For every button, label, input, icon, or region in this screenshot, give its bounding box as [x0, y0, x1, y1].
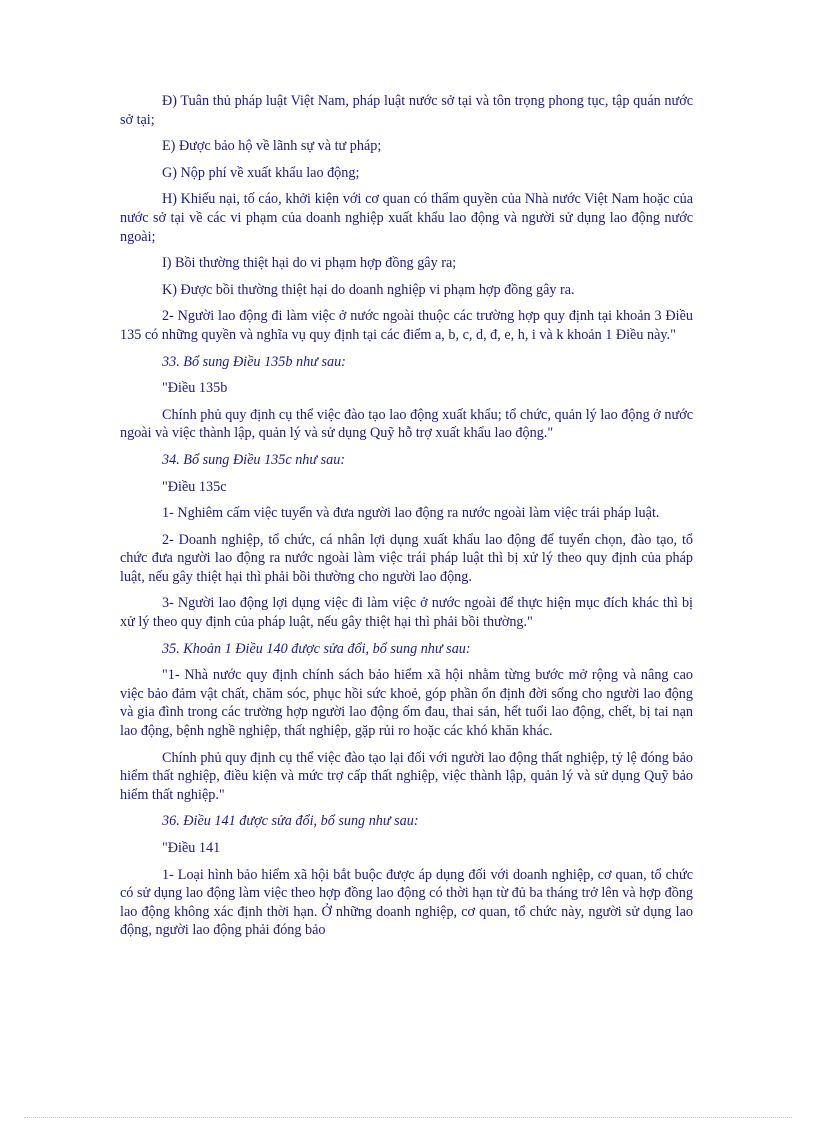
- page-bottom-rule: [24, 1117, 792, 1118]
- paragraph: E) Được bảo hộ về lãnh sự và tư pháp;: [162, 138, 382, 155]
- paragraph: 2- Doanh nghiệp, tổ chức, cá nhân lợi dụng xuất khẩu lao động để tuyển chọn, đào tạo, tổ chức đưa người lao động ra nước ngoài làm việc trái pháp luật thì bị xử lý theo quy định của pháp luật, nếu gây thiệt hại thì phải bồi thường cho người lao động.: [120, 531, 693, 585]
- paragraph: Chính phủ quy định cụ thể việc đào tạo lại đối với người lao động thất nghiệp, tỷ lệ đóng bảo hiểm thất nghiệp, điều kiện và mức trợ cấp thất nghiệp, việc thành lập, quản lý và sử dụng Quỹ bảo hiểm thất nghiệp.": [120, 749, 693, 803]
- paragraph: I) Bồi thường thiệt hại do vi phạm hợp đồng gây ra;: [162, 255, 457, 272]
- paragraph: Đ) Tuân thủ pháp luật Việt Nam, pháp luật nước sở tại và tôn trọng phong tục, tập quán nước sở tại;: [120, 93, 693, 128]
- article-title: "Điều 135b: [162, 380, 228, 397]
- article-title: "Điều 135c: [162, 478, 227, 495]
- paragraph: 1- Loại hình bảo hiểm xã hội bắt buộc được áp dụng đối với doanh nghiệp, cơ quan, tổ chức có sử dụng lao động làm việc theo hợp đồng lao động có thời hạn từ đủ ba tháng trở lên và hợp đồng lao động không xác định thời hạn. Ở những doanh nghiệp, cơ quan, tổ chức này, người sử dụng lao động, người lao động phải đóng bảo: [120, 866, 693, 939]
- paragraph: Chính phủ quy định cụ thể việc đào tạo lao động xuất khẩu; tổ chức, quản lý lao động ở nước ngoài và việc thành lập, quản lý và sử dụng Quỹ hỗ trợ xuất khẩu lao động.": [120, 406, 693, 442]
- section-heading: 33. Bổ sung Điều 135b như sau:: [162, 353, 346, 370]
- document-body: [120, 92, 693, 948]
- paragraph: "1- Nhà nước quy định chính sách bảo hiểm xã hội nhằm từng bước mở rộng và nâng cao việc bảo đảm vật chất, chăm sóc, phục hồi sức khoẻ, góp phần ổn định đời sống cho người lao động và gia đình trong các trường hợp người lao động ốm đau, thai sản, hết tuổi lao động, chết, bị tai nạn lao động, bệnh nghề nghiệp, thất nghiệp, gặp rủi ro hoặc các khó khăn khác.: [120, 667, 693, 740]
- paragraph: K) Được bồi thường thiệt hại do doanh nghiệp vi phạm hợp đồng gây ra.: [162, 281, 575, 298]
- section-heading: 34. Bổ sung Điều 135c như sau:: [162, 451, 346, 468]
- article-title: "Điều 141: [162, 840, 221, 856]
- section-heading: 35. Khoản 1 Điều 140 được sửa đổi, bổ sung như sau:: [162, 640, 471, 657]
- paragraph: 1- Nghiêm cấm việc tuyển và đưa người lao động ra nước ngoài làm việc trái pháp luật.: [162, 505, 660, 522]
- paragraph: H) Khiếu nại, tố cáo, khởi kiện với cơ quan có thẩm quyền của Nhà nước Việt Nam hoặc của nước sở tại về các vi phạm của doanh nghiệp xuất khẩu lao động và người sử dụng lao động nước ngoài;: [120, 191, 693, 245]
- paragraph: 3- Người lao động lợi dụng việc đi làm việc ở nước ngoài để thực hiện mục đích khác thì bị xử lý theo quy định của pháp luật, nếu gây thiệt hại thì phải bồi thường.": [120, 595, 693, 631]
- paragraph: G) Nộp phí về xuất khẩu lao động;: [162, 164, 360, 181]
- paragraph: 2- Người lao động đi làm việc ở nước ngoài thuộc các trường hợp quy định tại khoản 3 Điều 135 có những quyền và nghĩa vụ quy định tại các điểm a, b, c, d, đ, e, h, i và k khoản 1 Điều này.": [120, 308, 693, 343]
- section-heading: 36. Điều 141 được sửa đổi, bổ sung như sau:: [162, 813, 419, 830]
